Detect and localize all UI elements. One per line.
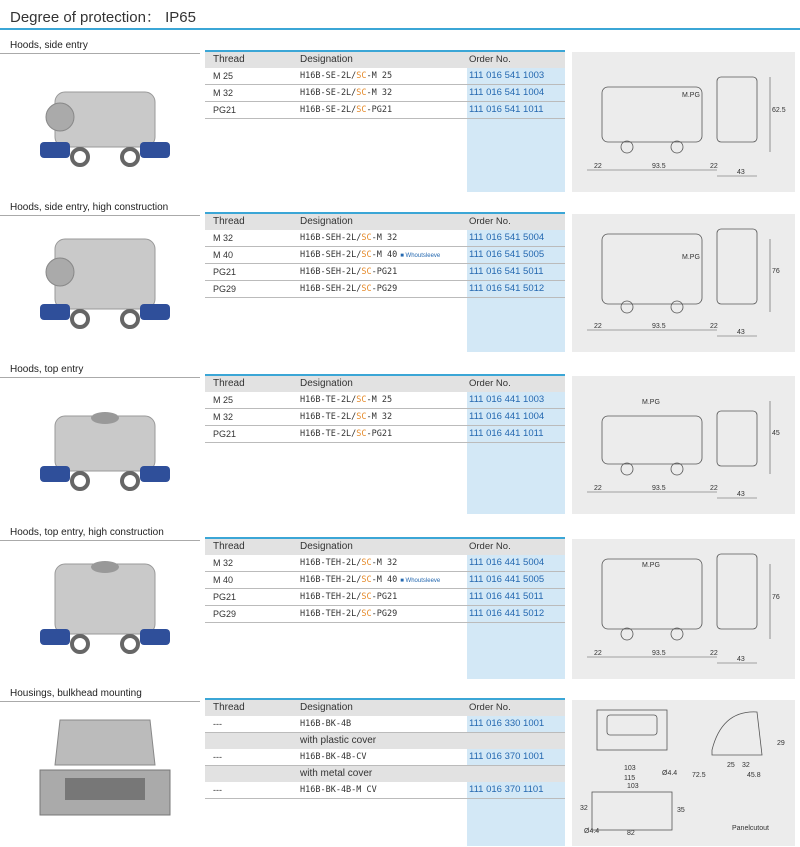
table-header bbox=[205, 214, 565, 230]
product-image bbox=[20, 549, 190, 669]
thread-cell: M 32 bbox=[213, 412, 234, 422]
thread-cell: PG21 bbox=[213, 267, 237, 277]
cable-entry bbox=[91, 561, 119, 573]
designation-sc: SC bbox=[361, 284, 372, 294]
header-thread: Thread bbox=[213, 54, 245, 65]
product-photo bbox=[20, 710, 190, 830]
header-thread: Thread bbox=[213, 702, 245, 713]
order-number-cell[interactable]: 111 016 541 1011 bbox=[469, 104, 544, 115]
product-table bbox=[205, 50, 565, 119]
designation-prefix: H16B-TEH-2L/ bbox=[300, 575, 362, 585]
table-row[interactable] bbox=[205, 68, 565, 85]
product-image bbox=[20, 224, 190, 344]
hood-body bbox=[55, 564, 155, 634]
designation-cell bbox=[300, 85, 392, 101]
thread-cell: --- bbox=[213, 752, 222, 762]
designation-sc: SC bbox=[356, 412, 367, 422]
order-number-cell[interactable]: 111 016 541 5012 bbox=[469, 283, 545, 294]
locking-lever-right bbox=[140, 142, 170, 158]
product-table bbox=[205, 698, 565, 799]
cable-entry bbox=[91, 412, 119, 424]
designation-cell bbox=[300, 230, 397, 246]
header-order: Order No. bbox=[469, 541, 511, 552]
dimension-label: 93.5 bbox=[652, 485, 666, 492]
lever-detail bbox=[621, 141, 633, 153]
table-row[interactable] bbox=[205, 247, 565, 264]
header-thread: Thread bbox=[213, 378, 245, 389]
thread-cell: M 40 bbox=[213, 575, 234, 585]
order-number-cell[interactable]: 111 016 541 1003 bbox=[469, 70, 545, 81]
thread-cell: PG21 bbox=[213, 429, 237, 439]
thread-cell: PG21 bbox=[213, 105, 237, 115]
title-divider bbox=[0, 28, 800, 30]
dimension-label: 76 bbox=[772, 268, 780, 275]
dimension-label: 93.5 bbox=[652, 323, 666, 330]
front-view-outline bbox=[602, 559, 702, 629]
designation-cell bbox=[300, 102, 392, 118]
table-row[interactable] bbox=[205, 85, 565, 102]
dimension-label: M.PG bbox=[682, 254, 700, 261]
designation-cell bbox=[300, 589, 397, 605]
lever-pin bbox=[72, 149, 88, 165]
header-order: Order No. bbox=[469, 54, 511, 65]
locking-lever-left bbox=[40, 142, 70, 158]
section-divider bbox=[0, 215, 200, 216]
cover bbox=[55, 720, 155, 765]
lever-pin bbox=[72, 636, 88, 652]
product-image bbox=[20, 386, 190, 506]
designation-sc: SC bbox=[361, 609, 372, 619]
thread-cell: M 25 bbox=[213, 71, 234, 81]
designation-prefix: H16B-SE-2L/ bbox=[300, 71, 357, 81]
designation-suffix: -M 40 bbox=[371, 575, 398, 585]
designation-cell bbox=[300, 572, 440, 589]
table-row[interactable] bbox=[205, 749, 565, 766]
order-number-cell[interactable]: 111 016 441 1011 bbox=[469, 428, 544, 439]
table-header bbox=[205, 376, 565, 392]
designation-suffix: -PG29 bbox=[371, 609, 398, 619]
dimension-drawing bbox=[572, 539, 795, 679]
order-number-cell[interactable]: 111 016 441 1004 bbox=[469, 411, 545, 422]
designation-cell bbox=[300, 281, 397, 297]
dimension-label: 29 bbox=[777, 740, 785, 747]
thread-cell: M 32 bbox=[213, 558, 234, 568]
dimension-label: 72.5 bbox=[692, 772, 706, 779]
order-number-cell[interactable]: 111 016 441 5011 bbox=[469, 591, 544, 602]
dimension-label: 43 bbox=[737, 656, 745, 663]
section-divider bbox=[0, 540, 200, 541]
designation-prefix: H16B-SEH-2L/ bbox=[300, 233, 362, 243]
dimension-label: 22 bbox=[710, 485, 718, 492]
dimension-label: 115 bbox=[624, 775, 636, 782]
thread-cell: --- bbox=[213, 719, 222, 729]
dimension-label: 22 bbox=[710, 323, 718, 330]
designation-suffix: -M 25 bbox=[366, 71, 393, 81]
order-number-cell[interactable]: 111 016 541 5005 bbox=[469, 249, 545, 260]
product-photo bbox=[20, 62, 190, 182]
lever-pin bbox=[122, 311, 138, 327]
note-text: with plastic cover bbox=[300, 735, 377, 746]
designation-suffix: -PG21 bbox=[371, 592, 398, 602]
section-heading: Hoods, side entry, high construction bbox=[10, 202, 169, 213]
dimension-label: 93.5 bbox=[652, 163, 666, 170]
product-table bbox=[205, 374, 565, 443]
note-row bbox=[205, 733, 565, 749]
designation-prefix: H16B-TEH-2L/ bbox=[300, 592, 362, 602]
order-number-cell[interactable]: 111 016 330 1001 bbox=[469, 718, 545, 729]
note-row bbox=[205, 766, 565, 782]
designation-sc: SC bbox=[361, 558, 372, 568]
dimension-label: 43 bbox=[737, 329, 745, 336]
section-3 bbox=[0, 364, 800, 514]
table-row[interactable] bbox=[205, 409, 565, 426]
lever-detail bbox=[671, 301, 683, 313]
side-view-outline bbox=[717, 77, 757, 142]
table-row[interactable] bbox=[205, 572, 565, 589]
thread-cell: M 40 bbox=[213, 250, 234, 260]
thread-cell: PG29 bbox=[213, 284, 237, 294]
locking-lever-left bbox=[40, 466, 70, 482]
product-photo bbox=[20, 549, 190, 669]
front-view-outline bbox=[602, 416, 702, 464]
designation-prefix: H16B-TE-2L/ bbox=[300, 429, 357, 439]
technical-drawing bbox=[572, 376, 795, 514]
lever-pin bbox=[72, 473, 88, 489]
designation-prefix: H16B-SE-2L/ bbox=[300, 105, 357, 115]
side-view-outline bbox=[717, 229, 757, 304]
section-1 bbox=[0, 40, 800, 192]
order-number-cell[interactable]: 111 016 541 1004 bbox=[469, 87, 545, 98]
designation-sc: SC bbox=[361, 250, 372, 260]
cable-entry bbox=[46, 258, 74, 286]
lever-detail bbox=[621, 301, 633, 313]
designation-prefix: H16B-TEH-2L/ bbox=[300, 558, 362, 568]
designation-prefix: H16B-TE-2L/ bbox=[300, 395, 357, 405]
designation-suffix: -PG21 bbox=[366, 105, 393, 115]
lever-detail bbox=[671, 463, 683, 475]
dimension-label: 103 bbox=[627, 783, 639, 790]
lever-detail bbox=[671, 141, 683, 153]
dimension-label: Ø4.4 bbox=[662, 770, 678, 777]
section-heading: Hoods, top entry, high construction bbox=[10, 527, 164, 538]
designation-suffix: -M 32 bbox=[371, 233, 398, 243]
panel-cutout-outline bbox=[592, 792, 672, 830]
designation-cell bbox=[300, 409, 392, 425]
table-row[interactable] bbox=[205, 426, 565, 443]
order-number-cell[interactable]: 111 016 441 5012 bbox=[469, 608, 545, 619]
designation-sc: SC bbox=[356, 105, 367, 115]
table-header bbox=[205, 700, 565, 716]
order-number-cell[interactable]: 111 016 370 1001 bbox=[469, 751, 545, 762]
header-order: Order No. bbox=[469, 216, 511, 227]
designation-prefix: H16B-SEH-2L/ bbox=[300, 250, 362, 260]
designation-sc: SC bbox=[356, 88, 367, 98]
designation-prefix: H16B-SEH-2L/ bbox=[300, 267, 362, 277]
dimension-label: 35 bbox=[677, 807, 685, 814]
designation-suffix: -M 32 bbox=[371, 558, 398, 568]
designation-suffix: -PG21 bbox=[366, 429, 393, 439]
designation-sc: SC bbox=[361, 592, 372, 602]
designation-cell bbox=[300, 392, 392, 408]
dimension-drawing bbox=[572, 52, 795, 192]
header-designation: Designation bbox=[300, 541, 353, 552]
header-designation: Designation bbox=[300, 702, 353, 713]
designation-prefix: H16B-BK-4B-CV bbox=[300, 752, 367, 762]
locking-lever-right bbox=[140, 466, 170, 482]
dimension-label: 22 bbox=[710, 163, 718, 170]
dimension-label: Ø4.4 bbox=[584, 828, 600, 835]
designation-cell bbox=[300, 68, 392, 84]
designation-cell bbox=[300, 782, 377, 798]
header-designation: Designation bbox=[300, 54, 353, 65]
dimension-label: 22 bbox=[594, 485, 602, 492]
designation-suffix: -PG21 bbox=[371, 267, 398, 277]
lever-detail bbox=[671, 628, 683, 640]
technical-drawing bbox=[572, 214, 795, 352]
side-view-outline bbox=[717, 411, 757, 466]
product-table bbox=[205, 212, 565, 298]
product-table bbox=[205, 537, 565, 623]
side-view-outline bbox=[717, 554, 757, 629]
order-number-cell[interactable]: 111 016 541 5004 bbox=[469, 232, 545, 243]
dimension-label: 93.5 bbox=[652, 650, 666, 657]
designation-prefix: H16B-SE-2L/ bbox=[300, 88, 357, 98]
lever-pin bbox=[122, 149, 138, 165]
designation-suffix: -M 25 bbox=[366, 395, 393, 405]
product-photo bbox=[20, 224, 190, 344]
front-view-outline bbox=[602, 234, 702, 304]
dimension-label: 22 bbox=[710, 650, 718, 657]
designation-sc: SC bbox=[361, 233, 372, 243]
designation-sc: SC bbox=[361, 267, 372, 277]
dimension-drawing bbox=[572, 214, 795, 352]
dimension-label: 22 bbox=[594, 650, 602, 657]
table-row[interactable] bbox=[205, 606, 565, 623]
header-designation: Designation bbox=[300, 378, 353, 389]
table-row[interactable] bbox=[205, 281, 565, 298]
designation-cell bbox=[300, 749, 367, 765]
table-row[interactable] bbox=[205, 716, 565, 733]
table-row[interactable] bbox=[205, 589, 565, 606]
technical-drawing bbox=[572, 52, 795, 192]
product-image bbox=[20, 710, 190, 830]
designation-cell bbox=[300, 247, 440, 264]
header-designation: Designation bbox=[300, 216, 353, 227]
thread-cell: M 32 bbox=[213, 233, 234, 243]
header-thread: Thread bbox=[213, 541, 245, 552]
without-sleeve-note: ■ Whoutsleeve bbox=[400, 253, 441, 259]
thread-cell: M 32 bbox=[213, 88, 234, 98]
dimension-drawing bbox=[572, 700, 795, 846]
table-row[interactable] bbox=[205, 264, 565, 281]
locking-lever-right bbox=[140, 629, 170, 645]
designation-cell bbox=[300, 426, 392, 442]
designation-suffix: -M 40 bbox=[371, 250, 398, 260]
lever-pin bbox=[72, 311, 88, 327]
lever-pin bbox=[122, 473, 138, 489]
section-divider bbox=[0, 377, 200, 378]
designation-suffix: -PG29 bbox=[371, 284, 398, 294]
designation-sc: SC bbox=[356, 71, 367, 81]
dimension-label: Panelcutout bbox=[732, 825, 769, 832]
designation-cell bbox=[300, 606, 397, 622]
without-sleeve-note: ■ Whoutsleeve bbox=[400, 578, 441, 584]
section-heading: Hoods, top entry bbox=[10, 364, 84, 375]
table-row[interactable] bbox=[205, 555, 565, 572]
housing-opening bbox=[65, 778, 145, 800]
lever-detail bbox=[621, 463, 633, 475]
designation-sc: SC bbox=[356, 429, 367, 439]
section-heading: Hoods, side entry bbox=[10, 40, 88, 51]
page-title: Degree of protection： IP65 bbox=[10, 9, 196, 26]
designation-sc: SC bbox=[361, 575, 372, 585]
locking-lever-left bbox=[40, 629, 70, 645]
designation-cell bbox=[300, 555, 397, 571]
order-number-cell[interactable]: 111 016 441 5005 bbox=[469, 574, 545, 585]
designation-prefix: H16B-TEH-2L/ bbox=[300, 609, 362, 619]
section-heading: Housings, bulkhead mounting bbox=[10, 688, 142, 699]
dimension-label: 32 bbox=[742, 762, 750, 769]
dimension-label: 22 bbox=[594, 323, 602, 330]
thread-cell: --- bbox=[213, 785, 222, 795]
table-header bbox=[205, 52, 565, 68]
designation-prefix: H16B-TE-2L/ bbox=[300, 412, 357, 422]
table-row[interactable] bbox=[205, 230, 565, 247]
dimension-label: M.PG bbox=[642, 562, 660, 569]
section-divider bbox=[0, 53, 200, 54]
designation-prefix: H16B-BK-4B bbox=[300, 719, 352, 729]
order-number-cell[interactable]: 111 016 441 5004 bbox=[469, 557, 545, 568]
designation-suffix: -M 32 bbox=[366, 412, 393, 422]
designation-sc: SC bbox=[356, 395, 367, 405]
dimension-label: 62.5 bbox=[772, 107, 786, 114]
dimension-label: 22 bbox=[594, 163, 602, 170]
designation-suffix: -M 32 bbox=[366, 88, 393, 98]
table-row[interactable] bbox=[205, 392, 565, 409]
technical-drawing bbox=[572, 700, 795, 846]
designation-cell bbox=[300, 716, 351, 732]
header-thread: Thread bbox=[213, 216, 245, 227]
order-number-cell[interactable]: 111 016 370 1101 bbox=[469, 784, 544, 795]
order-number-cell[interactable]: 111 016 441 1003 bbox=[469, 394, 545, 405]
dimension-drawing bbox=[572, 376, 795, 514]
order-number-cell[interactable]: 111 016 541 5011 bbox=[469, 266, 544, 277]
section-5 bbox=[0, 688, 800, 846]
dimension-label: 103 bbox=[624, 765, 636, 772]
header-order: Order No. bbox=[469, 378, 511, 389]
designation-prefix: H16B-BK-4B-M CV bbox=[300, 785, 377, 795]
table-row[interactable] bbox=[205, 782, 565, 799]
dimension-label: 76 bbox=[772, 594, 780, 601]
dimension-label: 43 bbox=[737, 169, 745, 176]
product-photo bbox=[20, 386, 190, 506]
section-divider bbox=[0, 701, 200, 702]
locking-lever-right bbox=[140, 304, 170, 320]
dimension-label: M.PG bbox=[642, 399, 660, 406]
section-4 bbox=[0, 527, 800, 679]
locking-lever-left bbox=[40, 304, 70, 320]
dimension-label: 43 bbox=[737, 491, 745, 498]
header-order: Order No. bbox=[469, 702, 511, 713]
note-text: with metal cover bbox=[300, 768, 373, 779]
dimension-label: 32 bbox=[580, 805, 588, 812]
technical-drawing bbox=[572, 539, 795, 679]
side-view-outline bbox=[712, 712, 762, 755]
lever-pin bbox=[122, 636, 138, 652]
thread-cell: M 25 bbox=[213, 395, 234, 405]
dimension-label: 82 bbox=[627, 830, 635, 837]
dimension-label: M.PG bbox=[682, 92, 700, 99]
designation-prefix: H16B-SEH-2L/ bbox=[300, 284, 362, 294]
lever-detail bbox=[621, 628, 633, 640]
table-header bbox=[205, 539, 565, 555]
dimension-label: 25 bbox=[727, 762, 735, 769]
thread-cell: PG21 bbox=[213, 592, 237, 602]
designation-cell bbox=[300, 264, 397, 280]
dimension-label: 45.8 bbox=[747, 772, 761, 779]
opening-outline bbox=[607, 715, 657, 735]
table-row[interactable] bbox=[205, 102, 565, 119]
section-2 bbox=[0, 202, 800, 352]
dimension-label: 45 bbox=[772, 430, 780, 437]
cable-entry bbox=[46, 103, 74, 131]
hood-body bbox=[55, 416, 155, 471]
thread-cell: PG29 bbox=[213, 609, 237, 619]
product-image bbox=[20, 62, 190, 182]
